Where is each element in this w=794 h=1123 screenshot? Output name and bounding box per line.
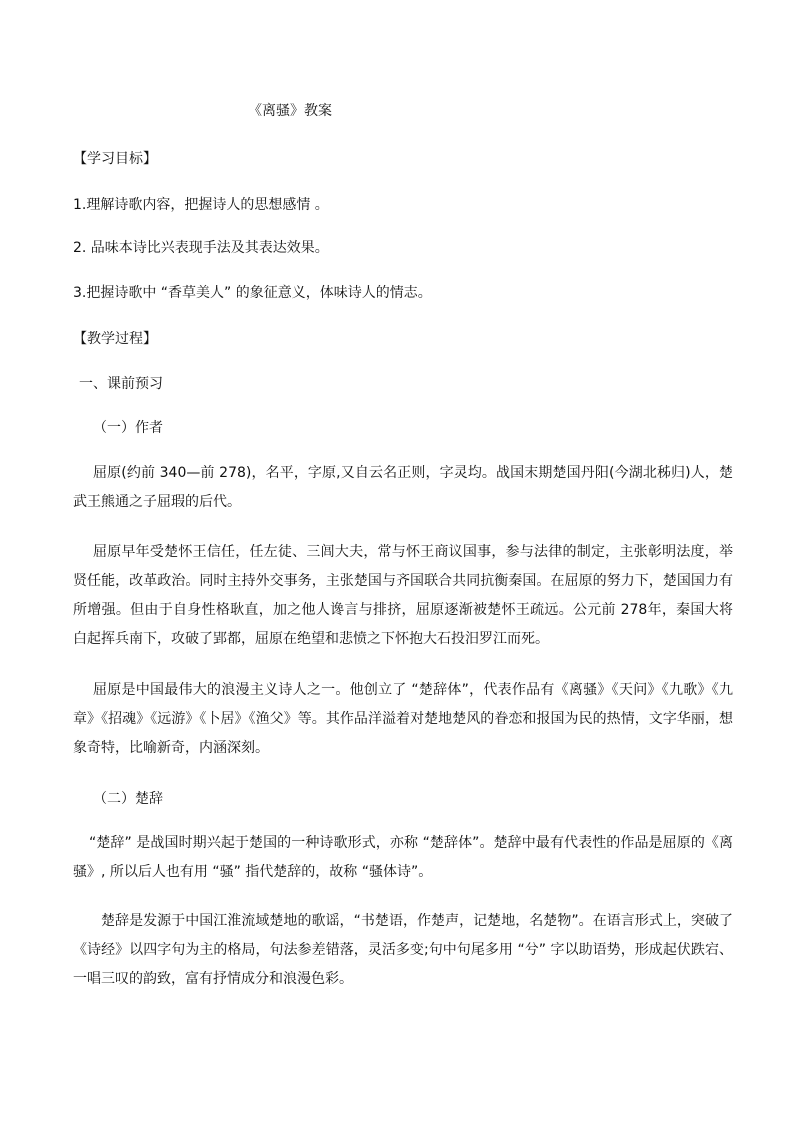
author-paragraph-3: 屈原是中国最伟大的浪漫主义诗人之一。他创立了 “楚辞体”，代表作品有《离骚》《天问》《九歌》《九章》《招魂》《远游》《卜居》《渔父》等。其作品洋溢着对楚地楚风的眷恋和报国为民的热情，文字华丽，想象奇特，比喻新奇，内涵深刻。	[73, 682, 733, 756]
subsection-heading-author: （一）作者	[93, 420, 163, 436]
document-title: 《离骚》教案	[248, 103, 332, 119]
chuci-paragraph-1: “楚辞” 是战国时期兴起于楚国的一种诗歌形式，亦称 “楚辞体”。楚辞中最有代表性的作品是屈原的《离骚》, 所以后人也有用 “骚” 指代楚辞的，故称 “骚体诗”。	[73, 835, 733, 880]
chuci-paragraph-2: 楚辞是发源于中国江淮流域楚地的歌谣，“书楚语，作楚声，记楚地，名楚物”。在语言形式上，突破了《诗经》以四字句为主的格局，句法参差错落，灵活多变;句中句尾多用 “兮” 字以助语势，形成起伏跌宕、一唱三叹的韵致，富有抒情成分和浪漫色彩。	[73, 913, 733, 987]
goal-item-3: 3.把握诗歌中 “香草美人” 的象征意义，体味诗人的情志。	[73, 285, 432, 301]
teaching-process-heading: 【教学过程】	[73, 331, 157, 347]
goal-item-2: 2. 品味本诗比兴表现手法及其表达效果。	[73, 240, 329, 256]
author-paragraph-2: 屈原早年受楚怀王信任，任左徒、三闾大夫，常与怀王商议国事，参与法律的制定，主张彰明法度，举贤任能，改革政治。同时主持外交事务，主张楚国与齐国联合共同抗衡秦国。在屈原的努力下，楚国国力有所增强。但由于自身性格耿直，加之他人谗言与排挤，屈原逐渐被楚怀王疏远。公元前 278年，秦国大将白起挥兵南下，攻破了郢都，屈原在绝望和悲愤之下怀抱大石投汨罗江而死。	[73, 544, 733, 647]
goal-item-1: 1.理解诗歌内容，把握诗人的思想感情 。	[73, 197, 329, 213]
subsection-heading-chuci: （二）楚辞	[93, 791, 163, 807]
author-paragraph-1: 屈原(约前 340—前 278)，名平，字原,又自云名正则，字灵均。战国末期楚国丹阳(今湖北秭归)人，楚武王熊通之子屈瑕的后代。	[73, 465, 733, 510]
section-heading-preview: 一、课前预习	[79, 376, 163, 392]
learning-goals-heading: 【学习目标】	[73, 151, 157, 167]
